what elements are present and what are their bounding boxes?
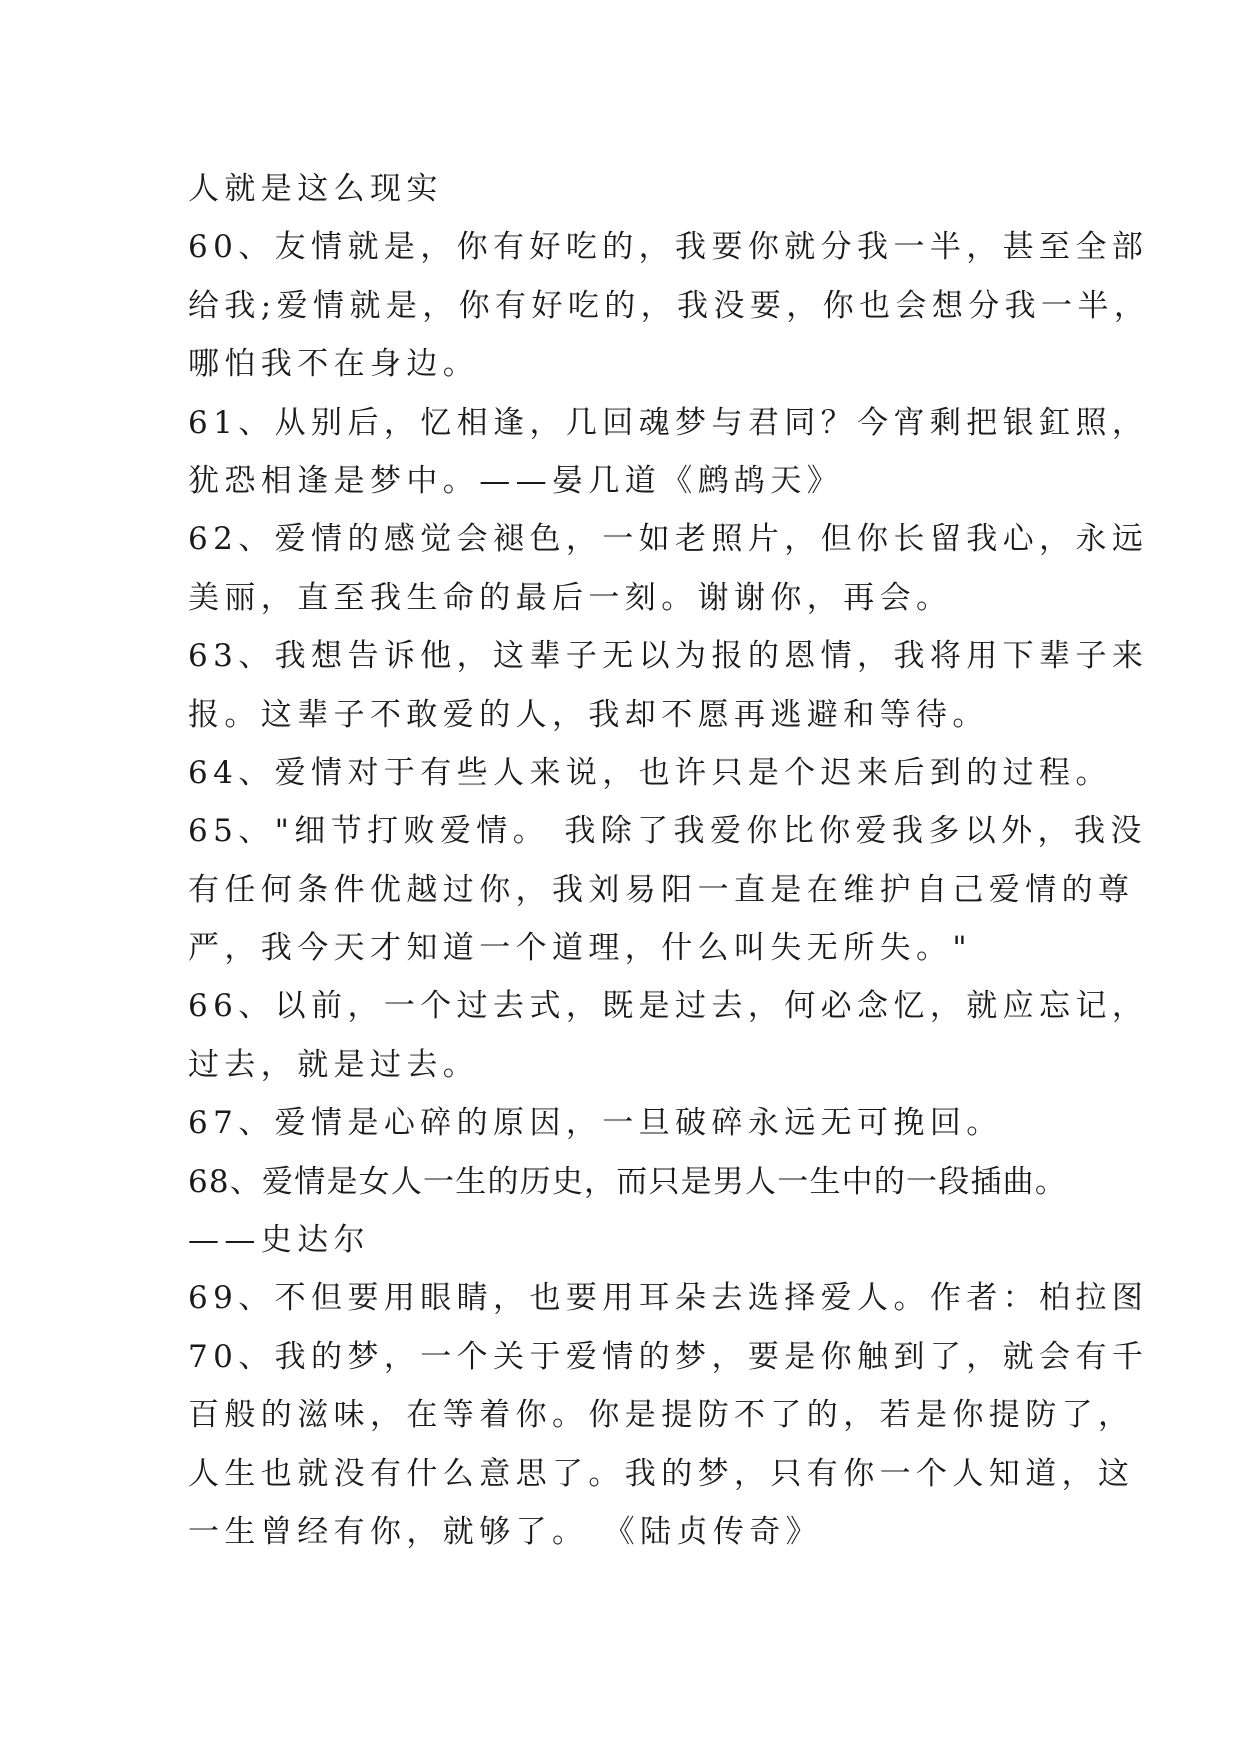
- document-body: [188, 160, 1151, 1561]
- text-line: 人就是这么现实: [188, 171, 443, 207]
- text-line: 68、爱情是女人一生的历史，而只是男人一生中的一段插曲。: [188, 1163, 1068, 1200]
- text-line: 64、爱情对于有些人来说，也许只是个迟来后到的过程。: [188, 754, 1112, 791]
- text-line: 犹恐相逢是梦中。——晏几道《鹧鸪天》: [188, 462, 844, 499]
- text-line: 哪怕我不在身边。: [188, 346, 480, 383]
- text-line: 给我;爱情就是，你有好吃的，我没要，你也会想分我一半，: [188, 287, 1151, 324]
- text-line: 过去，就是过去。: [188, 1046, 480, 1083]
- text-line: 严，我今天才知道一个道理，什么叫失无所失。": [188, 930, 973, 967]
- text-line: 百般的滋味，在等着你。你是提防不了的，若是你提防了，: [188, 1397, 1135, 1434]
- text-line: 62、爱情的感觉会褪色，一如老照片，但你长留我心，永远: [188, 521, 1149, 558]
- text-line: 有任何条件优越过你，我刘易阳一直是在维护自己爱情的尊: [188, 871, 1135, 908]
- text-line: 65、"细节打败爱情。 我除了我爱你比你爱我多以外，我没: [188, 813, 1147, 850]
- text-line: 63、我想告诉他，这辈子无以为报的恩情，我将用下辈子来: [188, 638, 1149, 675]
- text-line: 人生也就没有什么意思了。我的梦，只有你一个人知道，这: [188, 1455, 1135, 1492]
- text-line: 一生曾经有你，就够了。 《陆贞传奇》: [188, 1513, 823, 1550]
- text-line: 60、友情就是，你有好吃的，我要你就分我一半，甚至全部: [188, 229, 1149, 266]
- text-line: 61、从别后，忆相逢，几回魂梦与君同？今宵剩把银釭照，: [188, 404, 1149, 441]
- text-line: 69、不但要用眼睛，也要用耳朵去选择爱人。作者：柏拉图: [188, 1280, 1149, 1317]
- text-line: ——史达尔: [188, 1222, 370, 1259]
- text-line: 66、以前，一个过去式，既是过去，何必念忆，就应忘记，: [188, 988, 1149, 1025]
- text-line: 报。这辈子不敢爱的人，我却不愿再逃避和等待。: [188, 696, 989, 733]
- text-line: 70、我的梦，一个关于爱情的梦，要是你触到了，就会有千: [188, 1338, 1149, 1375]
- text-line: 67、爱情是心碎的原因，一旦破碎永远无可挽回。: [188, 1105, 1003, 1142]
- text-line: 美丽，直至我生命的最后一刻。谢谢你，再会。: [188, 579, 953, 616]
